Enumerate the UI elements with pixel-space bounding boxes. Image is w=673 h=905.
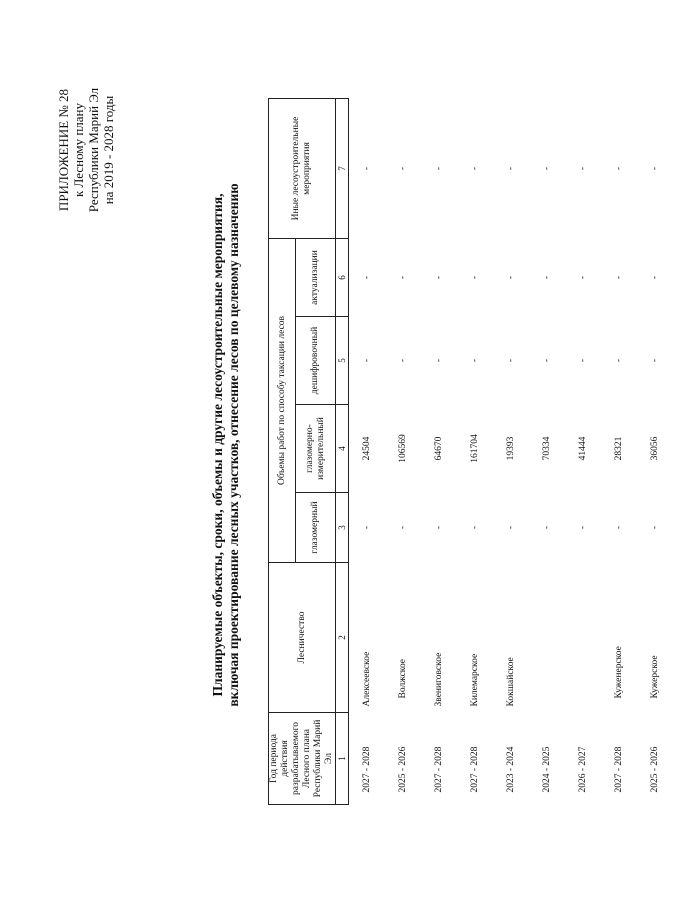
cell-other: - <box>649 166 660 171</box>
header-volumes-group: Объемы работ по способу таксации лесов <box>269 239 296 563</box>
cell-forestry: Алексеевское <box>361 651 372 707</box>
cell-eye-measure: 70334 <box>541 436 552 461</box>
cell-other: - <box>505 166 516 171</box>
cell-update: - <box>649 275 660 280</box>
cell-period: 2024 - 2025 <box>541 746 552 793</box>
table-row <box>601 99 637 805</box>
table-row <box>385 99 421 805</box>
cell-decoding: - <box>469 358 480 363</box>
header-eye: глазомерный <box>296 493 336 563</box>
column-number: 2 <box>336 563 349 713</box>
cell-decoding: - <box>361 358 372 363</box>
cell-eye-measure: 161704 <box>469 434 480 463</box>
column-number: 6 <box>336 239 349 317</box>
cell-other: - <box>541 166 552 171</box>
title-line-1: Планируемые объекты, сроки, объемы и другие лесоустроительные мероприятия, <box>210 193 225 697</box>
cell-period: 2027 - 2028 <box>433 746 444 793</box>
cell-forestry: Звениговское <box>433 652 444 707</box>
cell-eye-measure: 41444 <box>577 436 588 461</box>
header-update: актуализации <box>296 239 336 317</box>
cell-update: - <box>505 275 516 280</box>
appendix-years: на 2019 - 2028 годы <box>101 95 116 205</box>
cell-decoding: - <box>577 358 588 363</box>
header-other-activities: Иные лесоустроительные мероприятия <box>269 99 336 239</box>
cell-eye: - <box>577 525 588 530</box>
cell-eye-measure: 24504 <box>361 436 372 461</box>
cell-period: 2025 - 2026 <box>649 746 660 793</box>
column-numbers-row <box>336 99 349 805</box>
cell-period: 2026 - 2027 <box>577 746 588 793</box>
header-forestry: Лесничество <box>269 563 336 713</box>
cell-period: 2023 - 2024 <box>505 746 516 793</box>
column-number: 5 <box>336 317 349 405</box>
cell-decoding: - <box>433 358 444 363</box>
cell-eye-measure: 64670 <box>433 436 444 461</box>
table-row <box>421 99 457 805</box>
column-number: 7 <box>336 99 349 239</box>
header-row-top <box>269 99 296 805</box>
table-row <box>637 99 673 805</box>
cell-eye: - <box>649 525 660 530</box>
cell-forestry: Кокшайское <box>505 657 516 707</box>
appendix-republic: Республики Марий Эл <box>86 87 101 213</box>
cell-eye: - <box>505 525 516 530</box>
cell-eye: - <box>541 525 552 530</box>
cell-period: 2025 - 2026 <box>397 746 408 793</box>
header-period: Год периода действия разрабатываемого Лесного плана Республики Марий Эл <box>269 713 336 805</box>
cell-eye-measure: 19393 <box>505 436 516 461</box>
cell-other: - <box>577 166 588 171</box>
table-row <box>349 99 386 805</box>
cell-other: - <box>397 166 408 171</box>
cell-update: - <box>613 275 624 280</box>
cell-period: 2027 - 2028 <box>361 746 372 793</box>
cell-period: 2027 - 2028 <box>613 746 624 793</box>
forest-works-table <box>268 98 673 805</box>
table-row <box>457 99 493 805</box>
cell-update: - <box>433 275 444 280</box>
table-row <box>493 99 529 805</box>
appendix-reference: к Лесному плану <box>71 103 86 198</box>
cell-eye: - <box>397 525 408 530</box>
table-row <box>529 99 565 805</box>
cell-other: - <box>613 166 624 171</box>
cell-eye: - <box>361 525 372 530</box>
cell-decoding: - <box>649 358 660 363</box>
column-number: 4 <box>336 405 349 493</box>
cell-eye: - <box>613 525 624 530</box>
cell-update: - <box>577 275 588 280</box>
cell-update: - <box>397 275 408 280</box>
cell-eye-measure: 28321 <box>613 436 624 461</box>
header-decoding: дешифровочный <box>296 317 336 405</box>
cell-forestry <box>529 563 565 713</box>
cell-update: - <box>361 275 372 280</box>
title-line-2: включая проектирование лесных участков, отнесение лесов по целевому назначению <box>226 183 241 707</box>
cell-other: - <box>469 166 480 171</box>
cell-eye: - <box>469 525 480 530</box>
column-number: 1 <box>336 713 349 805</box>
cell-update: - <box>541 275 552 280</box>
cell-eye-measure: 36056 <box>649 436 660 461</box>
cell-decoding: - <box>613 358 624 363</box>
cell-forestry: Килемарское <box>469 653 480 707</box>
appendix-header <box>56 75 116 225</box>
cell-forestry: Куженерское <box>613 646 624 699</box>
cell-decoding: - <box>397 358 408 363</box>
cell-forestry: Кужерское <box>649 655 660 699</box>
cell-forestry <box>565 563 601 713</box>
document-title <box>210 85 242 805</box>
appendix-number: ПРИЛОЖЕНИЕ № 28 <box>56 88 71 212</box>
header-eye-measure: глазомерно-измерительный <box>296 405 336 493</box>
cell-other: - <box>361 166 372 171</box>
column-number: 3 <box>336 493 349 563</box>
cell-decoding: - <box>541 358 552 363</box>
cell-decoding: - <box>505 358 516 363</box>
table-row <box>565 99 601 805</box>
cell-period: 2027 - 2028 <box>469 746 480 793</box>
cell-eye: - <box>433 525 444 530</box>
cell-other: - <box>433 166 444 171</box>
cell-update: - <box>469 275 480 280</box>
cell-forestry: Волжское <box>397 658 408 699</box>
cell-eye-measure: 106569 <box>397 434 408 463</box>
